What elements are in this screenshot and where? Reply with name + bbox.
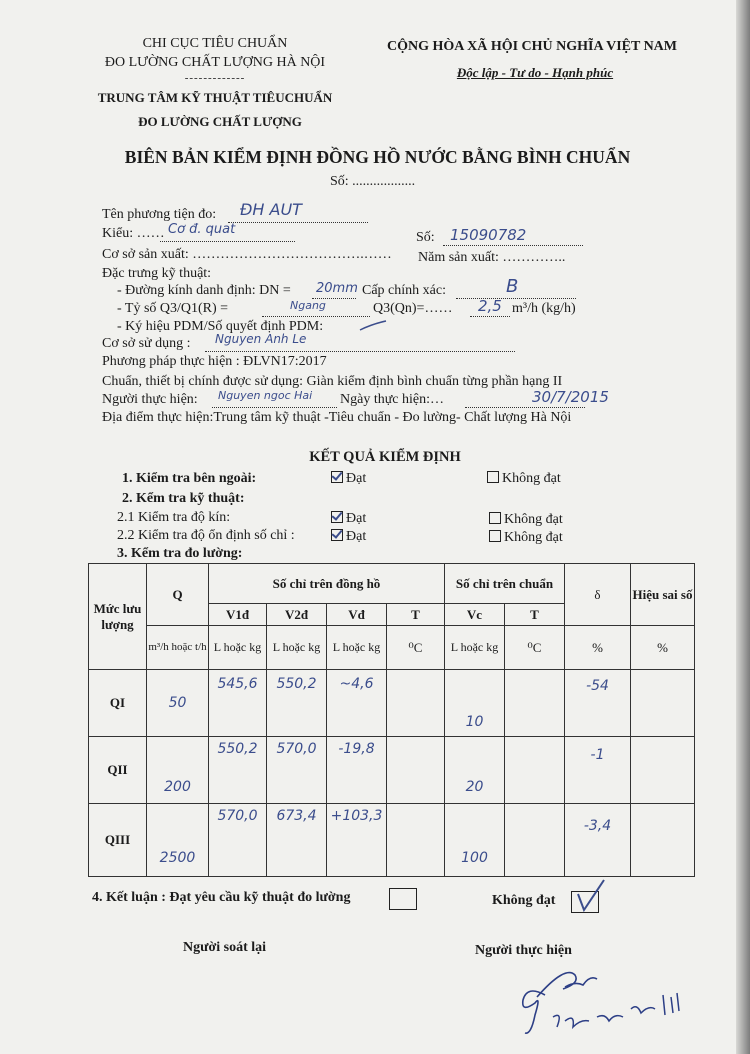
row-t [387,670,445,737]
row-q: 2500 [147,804,209,877]
row-v2: 570,0 [267,737,327,804]
row-label: QII [89,737,147,804]
pdm-label: - Ký hiệu PDM/Số quyết định PDM: [117,319,324,334]
table-row [89,737,695,804]
row-v1: 550,2 [209,737,267,804]
tech-spec-label: Đặc trưng kỹ thuật: [102,266,212,281]
dn-value: 20mm [316,281,358,296]
q3-value: 2,5 [478,297,502,315]
device-name-label: Tên phương tiện đo: [102,207,217,222]
pass-checkbox[interactable] [331,511,343,523]
ratio-value: Ngang [290,299,326,312]
unit-vd: L hoặc kg [327,626,387,670]
row-q: 50 [147,670,209,737]
ratio-label: - Tỷ số Q3/Q1(R) = [117,301,229,316]
row-t [387,737,445,804]
operator-value: Nguyen ngoc Hai [218,389,313,402]
unit-vc: L hoặc kg [445,626,505,670]
row-vd: +103,3 [327,804,387,877]
row-t2 [505,737,565,804]
header-left-line3: TRUNG TÂM KỸ THUẬT TIÊUCHUẨN [97,90,333,105]
unit-v1: L hoặc kg [209,626,267,670]
header-delta: δ [565,564,631,626]
header-right-line1: CỘNG HÒA XÃ HỘI CHỦ NGHĨA VIỆT NAM [386,39,677,54]
device-name-value: ĐH AUT [240,200,302,219]
date-value: 30/7/2015 [532,388,609,406]
row-delta: -1 [565,737,631,804]
row-error [631,737,695,804]
manufacturer-label: Cơ sở sản xuất: ……………………………….…… [102,247,392,262]
reviewer-label: Người soát lại [183,940,267,955]
row-q: 200 [147,737,209,804]
row-delta: -3,4 [565,804,631,877]
operator-label: Người thực hiện: [102,392,198,407]
header-vd: Vđ [327,604,387,626]
unit-v2: L hoặc kg [267,626,327,670]
serial-value: 15090782 [450,226,527,244]
signature-image [505,955,695,1050]
measurement-check-label: 3. Kểm tra đo lường: [117,546,243,561]
method-line: Phương pháp thực hiện : ĐLVN17:2017 [102,354,327,369]
external-check-pass: Đạt [331,471,366,487]
row-error [631,670,695,737]
table-row [89,670,695,737]
row-label: QI [89,670,147,737]
header-meter-readings: Số chỉ trên đồng hồ [209,564,445,604]
conclusion-fail-label: Không đạt [492,893,556,908]
row-delta: -54 [565,670,631,737]
technical-check-label: 2. Kểm tra kỹ thuật: [122,491,245,506]
row-vc: 10 [445,670,505,737]
type-value: Cơ đ. quat [168,222,236,237]
stability-check-fail: Không đạt [489,530,563,546]
row-vc: 20 [445,737,505,804]
operator-signature-label: Người thực hiện [475,943,572,958]
leak-check-fail: Không đạt [489,512,563,528]
unit-error: % [631,626,695,670]
header-error-diff: Hiệu sai số [631,564,695,626]
row-vc: 100 [445,804,505,877]
fail-checkbox[interactable] [489,512,501,524]
header-t: T [387,604,445,626]
check-icon [574,880,608,914]
header-left-dash: ------------- [184,72,246,84]
header-left-line2: ĐO LƯỜNG CHẤT LƯỢNG HÀ NỘI [104,55,326,70]
stability-check-pass: Đạt [331,529,366,545]
header-flow-level: Mức lưu lượng [89,564,147,670]
external-check-label: 1. Kiểm tra bên ngoài: [122,471,257,486]
results-heading: KẾT QUẢ KIỂM ĐỊNH [309,449,461,465]
user-facility-label: Cơ sở sử dụng : [102,336,191,351]
external-check-fail: Không đạt [487,471,561,487]
conclusion-label: 4. Kết luận : Đạt yêu cầu kỹ thuật đo lường [92,890,351,905]
fail-checkbox[interactable] [489,530,501,542]
type-label: Kiểu: …… [102,226,165,241]
header-right-motto: Độc lập - Tư do - Hạnh phúc [456,65,614,80]
header-left-line1: CHI CỤC TIÊU CHUẨN [142,36,288,51]
measurement-table [88,563,695,877]
q3-label: Q3(Qn)=…… [373,301,453,316]
user-facility-value: Nguyen Anh Le [215,332,307,346]
manufacture-year-label: Năm sản xuất: ………….. [418,250,566,265]
pdm-dash-mark [358,318,388,334]
standard-equipment-line: Chuẩn, thiết bị chính được sử dụng: Giàn kiểm định bình chuẩn từng phần hạng II [102,374,563,389]
row-v2: 673,4 [267,804,327,877]
pass-checkbox[interactable] [331,471,343,483]
location-line: Địa điểm thực hiện:Trung tâm kỹ thuật -Tiêu chuẩn - Đo lường- Chất lượng Hà Nội [102,410,572,425]
conclusion-pass-checkbox[interactable] [389,888,417,910]
date-label: Ngày thực hiện:… [340,392,445,407]
row-t [387,804,445,877]
page-edge-shadow [736,0,750,1054]
dn-label: - Đường kính danh định: DN = [117,283,291,298]
header-v1: V1đ [209,604,267,626]
row-error [631,804,695,877]
row-label: QIII [89,804,147,877]
serial-label: Số: [416,230,435,245]
header-t2: T [505,604,565,626]
accuracy-class-value: B [506,276,519,297]
header-v2: V2đ [267,604,327,626]
header-q: Q [147,564,209,626]
row-t2 [505,804,565,877]
conclusion-fail-checkbox[interactable] [571,891,599,913]
unit-delta: % [565,626,631,670]
pass-checkbox[interactable] [331,529,343,541]
row-v1: 570,0 [209,804,267,877]
row-t2 [505,670,565,737]
stability-check-label: 2.2 Kiểm tra độ ổn định số chỉ : [117,528,295,543]
unit-t2: ⁰C [505,626,565,670]
page-title: BIÊN BẢN KIỂM ĐỊNH ĐỒNG HỒ NƯỚC BẰNG BÌNH CHUẨN [124,147,631,167]
q3-unit: m³/h (kg/h) [512,301,576,316]
unit-q: m³/h hoặc t/h [147,626,209,670]
accuracy-class-label: Cấp chính xác: [362,283,446,298]
header-left-line4: ĐO LƯỜNG CHẤT LƯỢNG [138,114,302,129]
row-v1: 545,6 [209,670,267,737]
leak-check-label: 2.1 Kiểm tra độ kín: [117,510,231,525]
row-vd: -19,8 [327,737,387,804]
row-v2: 550,2 [267,670,327,737]
table-row [89,804,695,877]
leak-check-pass: Đạt [331,511,366,527]
header-vc: Vc [445,604,505,626]
header-standard-readings: Số chỉ trên chuẩn [445,564,565,604]
unit-t: ⁰C [387,626,445,670]
document-number: Số: .................. [330,174,416,189]
fail-checkbox[interactable] [487,471,499,483]
row-vd: ~4,6 [327,670,387,737]
